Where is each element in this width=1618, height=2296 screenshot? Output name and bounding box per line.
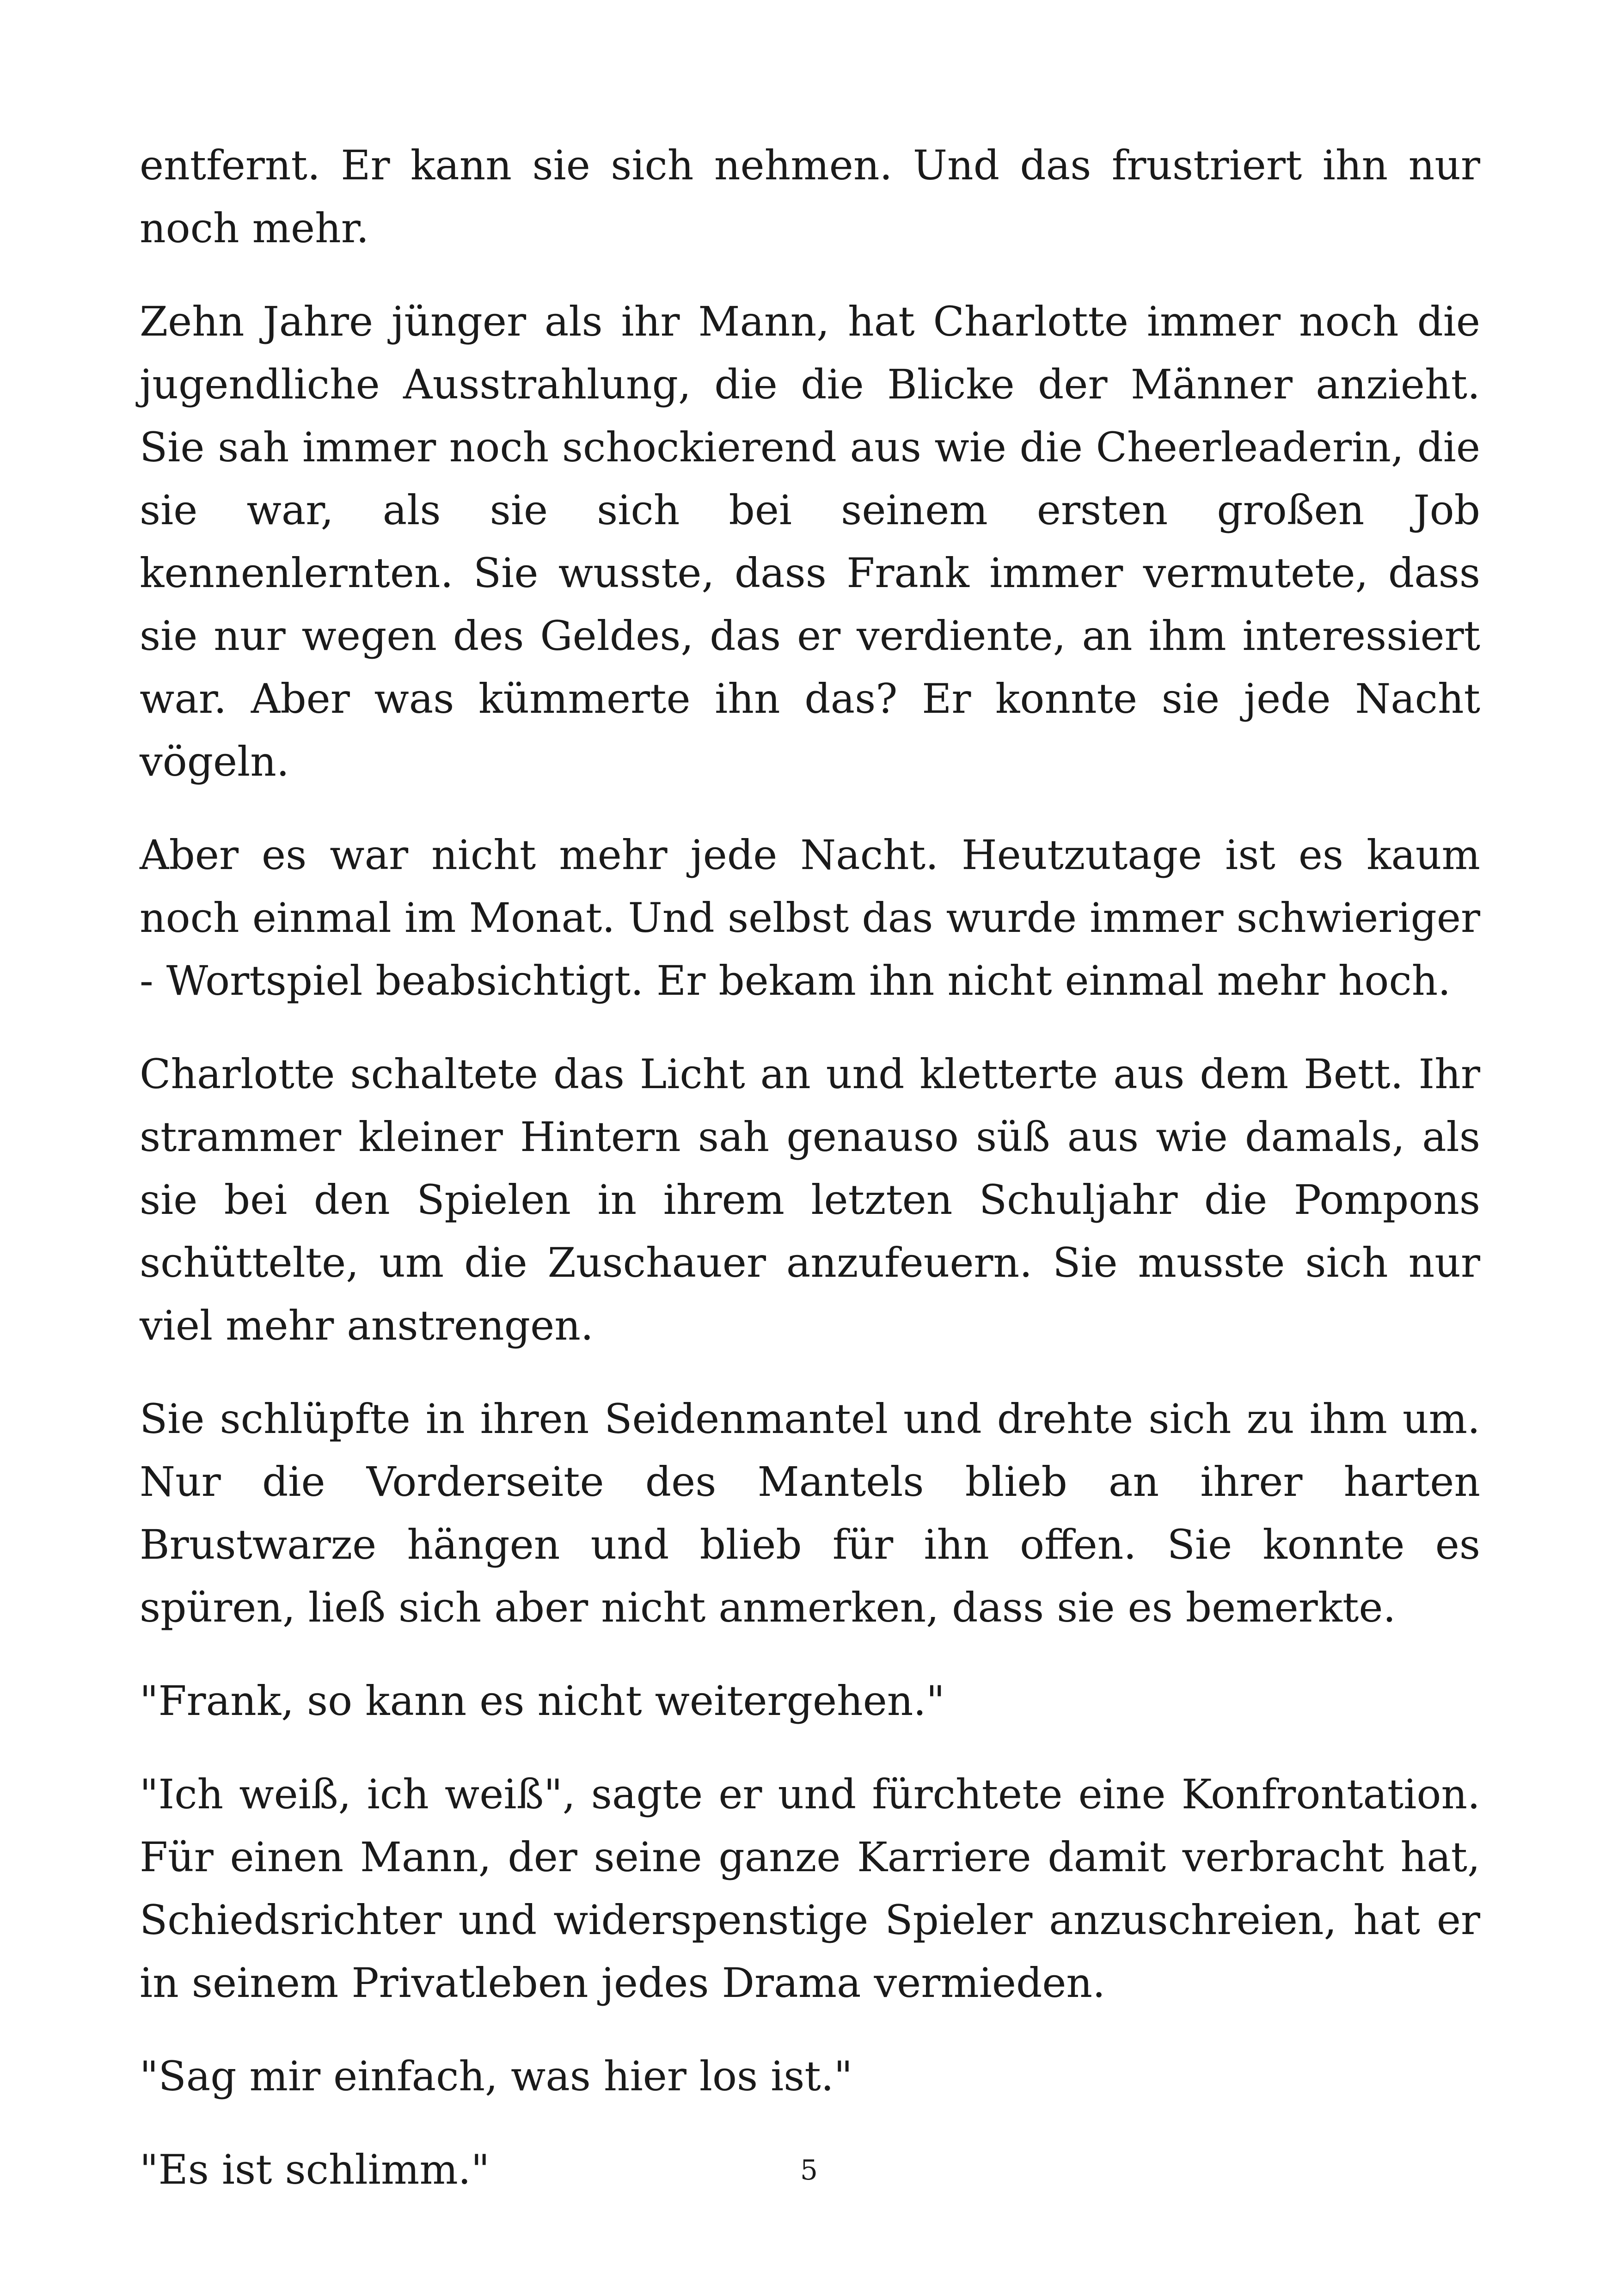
paragraph-5: Sie schlüpfte in ihren Seidenmantel und drehte sich zu ihm um. Nur die Vorderseite des Mantels blieb an ihrer harten Brustwarze hängen und blieb für ihn offen. Sie konnte es spüren, ließ sich aber nicht anmerken, dass sie es bemerkte. (140, 1395, 1480, 1631)
paragraph-1: entfernt. Er kann sie sich nehmen. Und das frustriert ihn nur noch mehr. (140, 141, 1480, 252)
paragraph-3: Aber es war nicht mehr jede Nacht. Heutzutage ist es kaum noch einmal im Monat. Und selbst das wurde immer schwieriger - Wortspiel beabsichtigt. Er bekam ihn nicht einmal mehr hoch. (140, 831, 1480, 1004)
paragraph-2: Zehn Jahre jünger als ihr Mann, hat Charlotte immer noch die jugendliche Ausstrahlung, die die Blicke der Männer anzieht. Sie sah immer noch schockierend aus wie die Cheerleaderin, die sie war, als sie sich bei seinem ersten großen Job kennenlernten. Sie wusste, dass Frank immer vermutete, dass sie nur wegen des Geldes, das er verdiente, an ihm interessiert war. Aber was kümmerte ihn das? Er konnte sie jede Nacht vögeln. (140, 298, 1480, 785)
paragraph-4: Charlotte schaltete das Licht an und kletterte aus dem Bett. Ihr strammer kleiner Hintern sah genauso süß aus wie damals, als sie bei den Spielen in ihrem letzten Schuljahr die Pompons schüttelte, um die Zuschauer anzufeuern. Sie musste sich nur viel mehr anstrengen. (140, 1050, 1480, 1349)
page-number: 5 (800, 2154, 818, 2186)
body-text (140, 134, 1480, 2232)
paragraph-8: "Sag mir einfach, was hier los ist." (140, 2052, 853, 2100)
paragraph-9: "Es ist schlimm." (140, 2146, 490, 2193)
paragraph-7: "Ich weiß, ich weiß", sagte er und fürchtete eine Konfrontation. Für einen Mann, der seine ganze Karriere damit verbracht hat, Schiedsrichter und widerspenstige Spieler anzuschreien, hat er in seinem Privatleben jedes Drama vermieden. (140, 1770, 1480, 2007)
paragraph-6: "Frank, so kann es nicht weitergehen." (140, 1677, 945, 1725)
